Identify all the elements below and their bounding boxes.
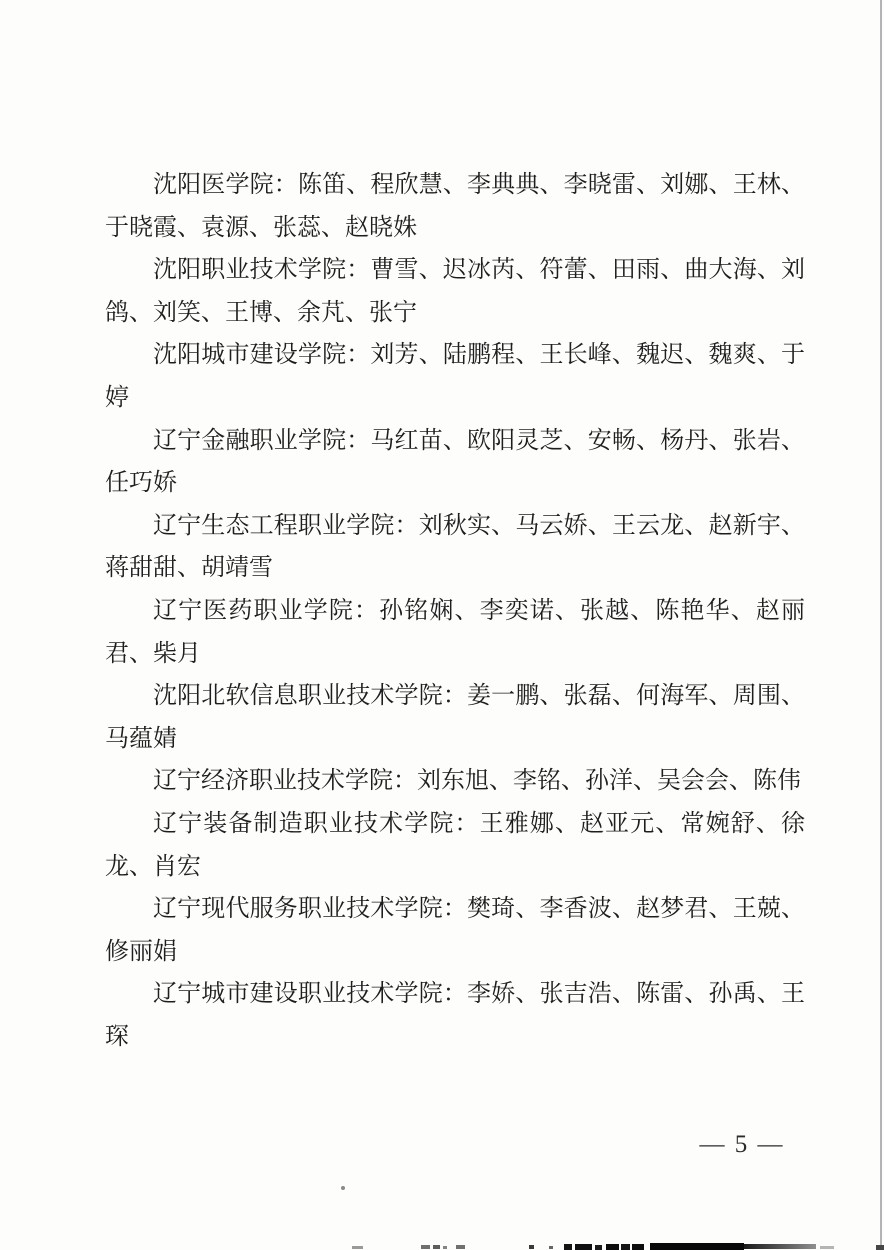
scan-smudge <box>529 1245 534 1249</box>
institution-name: 沈阳北软信息职业技术学院 <box>153 683 443 710</box>
member-names: 樊琦、李香波、赵梦君、王兢、修丽娟 <box>105 896 806 965</box>
roster-paragraph <box>105 760 805 803</box>
scan-smudge <box>606 1244 619 1250</box>
page-number: — 5 — <box>699 1131 785 1158</box>
colon-separator: ： <box>442 683 468 710</box>
scan-speck <box>341 1186 345 1190</box>
member-names: 孙铭娴、李奕诺、张越、陈艳华、赵丽君、柴月 <box>105 597 806 667</box>
colon-separator: ： <box>393 768 417 795</box>
scan-smudge <box>421 1245 430 1249</box>
scan-smudge <box>744 1244 816 1249</box>
scan-smudge <box>650 1243 744 1250</box>
scan-smudge <box>621 1244 630 1250</box>
scan-smudge <box>549 1246 553 1249</box>
scan-smudge <box>632 1244 644 1250</box>
scan-smudge <box>595 1245 602 1250</box>
member-names: 刘芳、陆鹏程、王长峰、魏迟、魏爽、于婷 <box>105 342 806 411</box>
roster-paragraph <box>105 675 805 760</box>
institution-name: 辽宁装备制造职业技术学院 <box>153 810 455 837</box>
institution-name: 辽宁生态工程职业学院 <box>153 512 395 539</box>
member-names: 马红苗、欧阳灵芝、安畅、杨丹、张岩、任巧娇 <box>105 427 806 497</box>
scan-smudge <box>443 1246 447 1249</box>
colon-separator: ： <box>273 172 298 198</box>
institution-name: 辽宁现代服务职业技术学院 <box>153 896 443 923</box>
institution-name: 辽宁金融职业学院 <box>153 427 347 454</box>
member-names: 李娇、张吉浩、陈雷、孙禹、王琛 <box>105 981 806 1050</box>
institution-name: 沈阳城市建设学院 <box>153 342 347 369</box>
scan-smudge <box>820 1246 834 1249</box>
institution-name: 沈阳职业技术学院 <box>153 257 347 284</box>
roster-paragraph <box>105 420 805 505</box>
scan-smudge <box>564 1244 572 1250</box>
member-names: 曹雪、迟冰芮、符蕾、田雨、曲大海、刘鸽、刘笑、王博、余芃、张宁 <box>105 257 806 326</box>
roster-paragraph <box>105 505 805 590</box>
scan-smudge <box>433 1245 440 1249</box>
member-names: 刘东旭、李铭、孙洋、吴会会、陈伟 <box>417 768 801 795</box>
roster-paragraph <box>105 164 805 249</box>
roster-paragraph <box>105 590 805 675</box>
colon-separator: ： <box>353 597 380 624</box>
member-names: 刘秋实、马云娇、王云龙、赵新宇、蒋甜甜、胡靖雪 <box>105 512 806 582</box>
scan-smudge <box>456 1245 465 1249</box>
member-names: 王雅娜、赵亚元、常婉舒、徐龙、肖宏 <box>105 810 806 880</box>
colon-separator: ： <box>454 810 480 837</box>
member-names: 陈笛、程欣慧、李典典、李晓雷、刘娜、王林、于晓霞、袁源、张蕊、赵晓姝 <box>105 172 806 241</box>
colon-separator: ： <box>442 981 468 1008</box>
institution-name: 沈阳医学院 <box>153 172 274 198</box>
scan-smudge <box>352 1246 363 1249</box>
scan-smudge <box>575 1244 592 1250</box>
institution-name: 辽宁经济职业技术学院 <box>153 768 393 795</box>
institution-name: 辽宁城市建设职业技术学院 <box>153 981 443 1008</box>
institution-name: 辽宁医药职业学院 <box>153 597 354 624</box>
scan-edge-line <box>880 0 882 1250</box>
colon-separator: ： <box>394 512 419 539</box>
roster-paragraph <box>105 803 805 888</box>
colon-separator: ： <box>442 896 468 923</box>
colon-separator: ： <box>346 427 371 454</box>
member-names: 姜一鹏、张磊、何海军、周围、马蕴婧 <box>105 683 806 752</box>
colon-separator: ： <box>346 342 371 369</box>
roster-text-block <box>105 164 805 1058</box>
roster-paragraph <box>105 888 805 973</box>
roster-paragraph <box>105 334 805 419</box>
colon-separator: ： <box>346 257 371 284</box>
roster-paragraph <box>105 249 805 334</box>
roster-paragraph <box>105 973 805 1058</box>
